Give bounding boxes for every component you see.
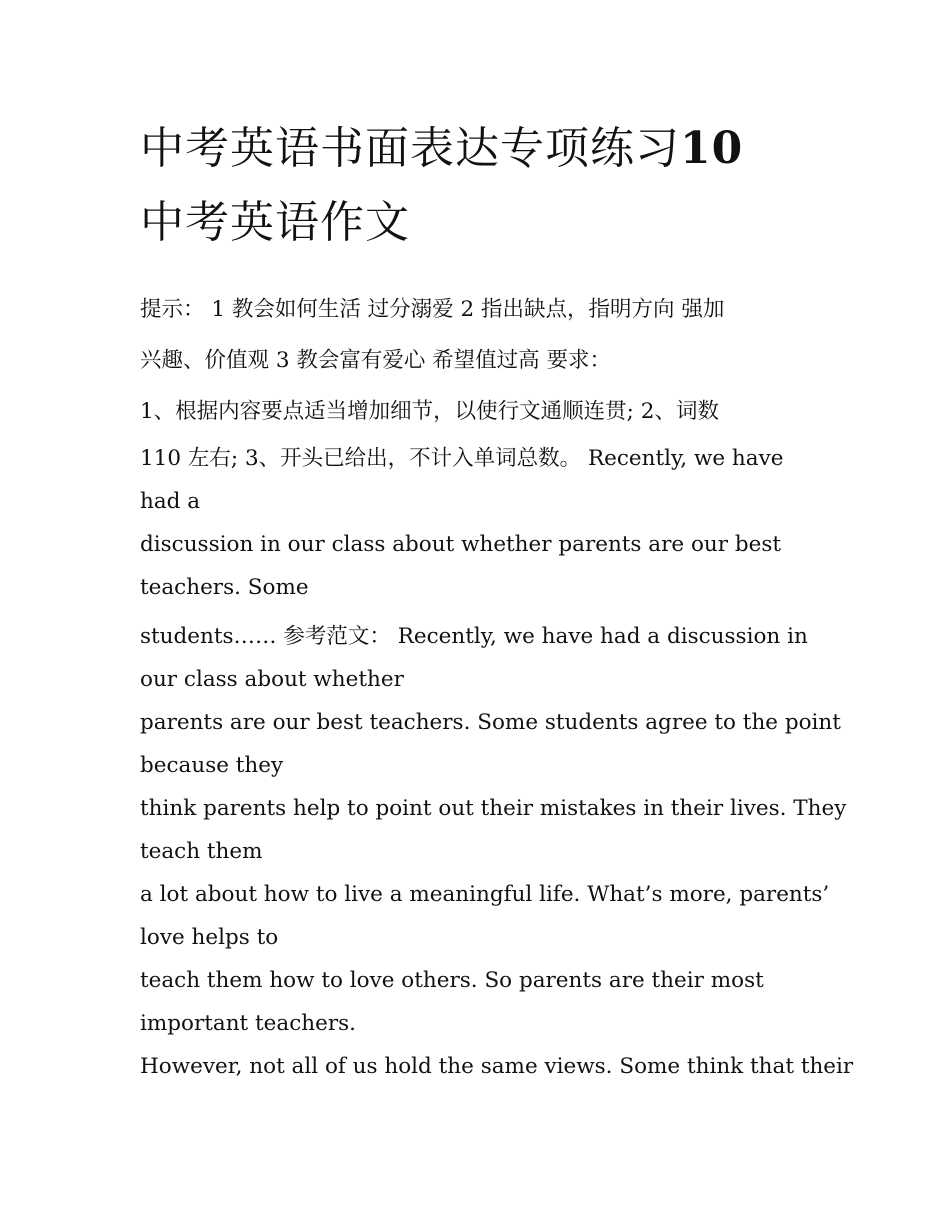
block-line: our class about whether [140,667,404,692]
block-line: a lot about how to live a meaningful life. What’s more, parents’ [140,882,830,907]
block-line: think parents help to point out their mistakes in their lives. They [140,796,847,821]
title-line-2: 中考英语作文 [140,197,410,248]
title-number: 10 [680,123,744,174]
paragraph-block-6 [140,873,830,959]
paragraph-block-8 [140,1045,854,1088]
block-line: love helps to [140,925,279,950]
block-line: discussion in our class about whether parents are our best [140,532,782,557]
paragraph-block-1 [140,437,830,523]
block-line: teach them [140,839,263,864]
title-line-1 [140,123,743,174]
paragraph-block-4 [140,701,841,787]
block-line: However, not all of us hold the same views. Some think that their [140,1054,854,1079]
block-line: students…… 参考范文： Recently, we have had a discussion in [140,624,808,649]
prompt-line-2: 兴趣、价值观 3 教会富有爱心 希望值过高 要求： [140,348,612,373]
block-line: because they [140,753,284,778]
block-line: teachers. Some [140,575,309,600]
block-line: 110 左右; 3、开头已给出，不计入单词总数。 Recently, we have [140,446,784,471]
block-line: teach them how to love others. So parents are their most [140,968,764,993]
title-text: 中考英语书面表达专项练习 [140,123,680,174]
block-line: had a [140,489,201,514]
block-line: parents are our best teachers. Some students agree to the point [140,710,841,735]
paragraph-block-5 [140,787,847,873]
paragraph-block-7 [140,959,830,1045]
paragraph-block-2 [140,523,830,609]
block-line: important teachers. [140,1011,356,1036]
prompt-line-1: 提示： 1 教会如何生活 过分溺爱 2 指出缺点，指明方向 强加 [140,297,725,322]
prompt-line-3: 1、根据内容要点适当增加细节，以使行文通顺连贯; 2、词数 [140,399,719,424]
document-page [140,112,854,1088]
document-body [140,284,854,1088]
document-title [140,112,830,260]
paragraph-block-3 [140,615,830,701]
